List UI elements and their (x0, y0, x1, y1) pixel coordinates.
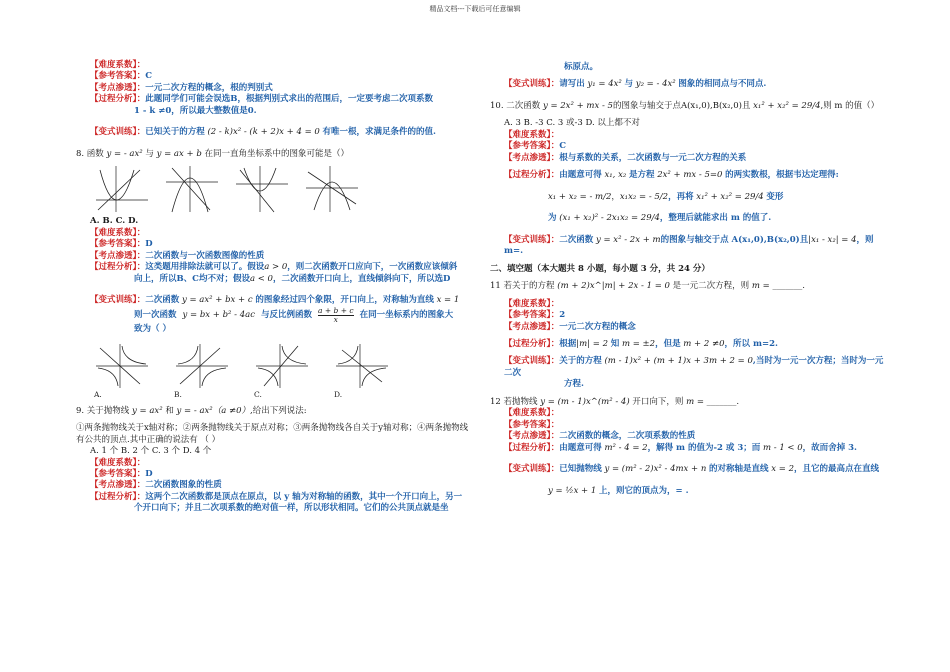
question-10: 10. 二次函数 y = 2x² + mx - 5的图象与轴交于点A(x₁,0),B(x₂,0)且 x₁² + x₂² = 29/4,则 m 的值（） (490, 100, 880, 111)
q8-var-graph-a: A. (94, 342, 150, 400)
question-12: 12 若抛物线 y = (m - 1)x^(m² - 4) 开口向下，则 m = _______. (490, 396, 740, 407)
q10-topic: 【考点渗透】：根与系数的关系，二次函数与一元二次方程的关系 (504, 152, 747, 163)
q11-analysis: 【过程分析】：根据|m| = 2 知 m = ±2，但是 m + 2 ≠0，所以 m=2. (504, 338, 778, 349)
q10-answer: 【参考答案】：C (504, 141, 567, 152)
q9-statements: ①两条抛物线关于x轴对称；②两条抛物线关于原点对称；③两条抛物线各自关于y轴对称；④两条抛物线有公共的顶点.其中正确的说法有 （ ） (76, 423, 469, 445)
q11-topic: 【考点渗透】：一元二次方程的概念 (504, 321, 636, 332)
q11-variation: 【变式训练】：关于的方程 (m - 1)x² + (m + 1)x + 3m + 2 = 0,当时为一元一次方程；当时为一元二次 (504, 356, 884, 378)
q10-square: 为 (x₁ + x₂)² - 2x₁x₂ = 29/4，整理后就能求出 m 的值了. (548, 213, 772, 224)
q9-analysis-cont: 标原点。 (564, 62, 599, 72)
q12-difficulty: 【难度系数】： (504, 408, 560, 419)
q8-graphs (94, 164, 471, 214)
q9-analysis: 【过程分析】：这两个二次函数都是顶点在原点，以 y 轴为对称轴的函数，其中一个开口向上，另一 (90, 491, 463, 502)
q9-difficulty: 【难度系数】： (90, 457, 146, 468)
q9-answer: 【参考答案】：D (90, 469, 153, 479)
q12-answer: 【参考答案】： (504, 419, 560, 430)
section-2-title: 二、填空题（本大题共 8 小题，每小题 3 分，共 24 分） (490, 263, 710, 274)
p1-analysis: 【过程分析】：此题同学们可能会误选B，根据判别式求出的范围后，一定要考虑二次项系数 (90, 94, 433, 105)
question-8: 8. 函数 y = - ax² 与 y = ax + b 在同一直角坐标系中的图象可能是（） (76, 148, 349, 159)
q11-answer: 【参考答案】：2 (504, 310, 566, 321)
q8-variation-3: 致为（ ） (134, 324, 171, 335)
q12-variation-2: y = ½x + 1 上，则它的顶点为，= . (548, 485, 689, 496)
q8-analysis-2: 向上，所以B、C均不对；假设a < 0，二次函数开口向上，直线倾斜向下，所以选D (134, 273, 451, 284)
q9-options: A. 1 个 B. 2 个 C. 3 个 D. 4 个 (90, 446, 212, 457)
q8-var-graph-c: C. (254, 342, 310, 400)
q8-graph-a (94, 164, 150, 214)
q8-topic: 【考点渗透】：二次函数与一次函数图像的性质 (90, 250, 265, 261)
q11-variation-2: 方程. (564, 379, 584, 390)
q12-variation: 【变式训练】：已知抛物线 y = (m² - 2)x² - 4mx + n 的对称轴是直线 x = 2，且它的最高点在直线 (504, 464, 880, 475)
q8-analysis: 【过程分析】：这类题用排除法就可以了。假设a > 0，则二次函数开口应向下，一次函数应该倾斜 (90, 262, 458, 273)
q8-var-graph-d: D. (334, 342, 390, 400)
p1-topic: 【考点渗透】：一元二次方程的概念，根的判别式 (90, 82, 273, 93)
q8-variation-graphs (94, 342, 471, 400)
q9-analysis-2: 个开口向下；并且二次项系数的绝对值一样，所以形状相同。它们的公共顶点就是坐 (134, 503, 449, 514)
p1-variation: 【变式训练】：已知关于的方程 (2 - k)x² - (k + 2)x + 4 = 0 有唯一根，求满足条件的的值. (90, 127, 436, 138)
p1-analysis-2: 1 - k ≠0，所以最大整数值是0. (134, 105, 257, 116)
q12-analysis: 【过程分析】：由题意可得 m² - 4 = 2，解得 m 的值为-2 或 3；而 m - 1 < 0，故而舍掉 3. (504, 442, 858, 453)
q8-fraction: a + b + c x (317, 305, 354, 324)
q10-vieta: x₁ + x₂ = - m/2，x₁x₂ = - 5/2，再将 x₁² + x₂² = 29/4 变形 (548, 191, 784, 202)
q10-difficulty: 【难度系数】： (504, 129, 560, 140)
q8-variation-2: 则一次函数 y = bx + b² - 4ac 与反比例函数 a + b + c x 在同一坐标系内的图象大 (134, 305, 454, 324)
q11-difficulty: 【难度系数】： (504, 298, 560, 309)
q8-graph-b (164, 164, 220, 214)
q8-var-graph-b: B. (174, 342, 230, 400)
right-column (490, 62, 890, 497)
q8-graph-d (304, 164, 360, 214)
q8-answer: 【参考答案】：D (90, 239, 153, 250)
q12-topic: 【考点渗透】：二次函数的概念，二次项系数的性质 (504, 431, 696, 442)
q8-options: A. B. C. D. (90, 216, 139, 227)
q9-topic: 【考点渗透】：二次函数图象的性质 (90, 480, 222, 491)
q10-analysis: 【过程分析】：由题意可得 x₁, x₂ 是方程 2x² + mx - 5=0 的两实数根，根据韦达定理得: (504, 170, 839, 181)
q9-variation: 【变式训练】：请写出 y₁ = 4x² 与 y₂ = - 4x² 图象的相同点与不同点. (504, 79, 767, 90)
left-column (76, 60, 471, 515)
q10-options: A. 3 B. -3 C. 3 或-3 D. 以上都不对 (504, 118, 640, 129)
p1-answer: 【参考答案】：C (90, 71, 153, 82)
q8-variation: 【变式训练】：二次函数 y = ax² + bx + c 的图象经过四个象限，开口向上，对称轴为直线 x = 1 (90, 295, 460, 306)
question-11: 11 若关于的方程 (m + 2)x^|m| + 2x - 1 = 0 是一元二次方程，则 m = _______. (490, 281, 805, 292)
q8-difficulty: 【难度系数】： (90, 227, 146, 238)
question-9: 9. 关于抛物线 y = ax² 和 y = - ax²（a ≠0）,给出下列说法: (76, 405, 307, 416)
p1-difficulty: 【难度系数】： (90, 60, 146, 70)
q10-variation: 【变式训练】：二次函数 y = x² - 2x + m的图象与轴交于点 A(x₁,0),B(x₂,0)且|x₁ - x₂| = 4，则 m=. (504, 234, 874, 257)
page-header: 精品文档---下载后可任意编辑 (429, 5, 521, 13)
q8-graph-c (234, 164, 290, 214)
